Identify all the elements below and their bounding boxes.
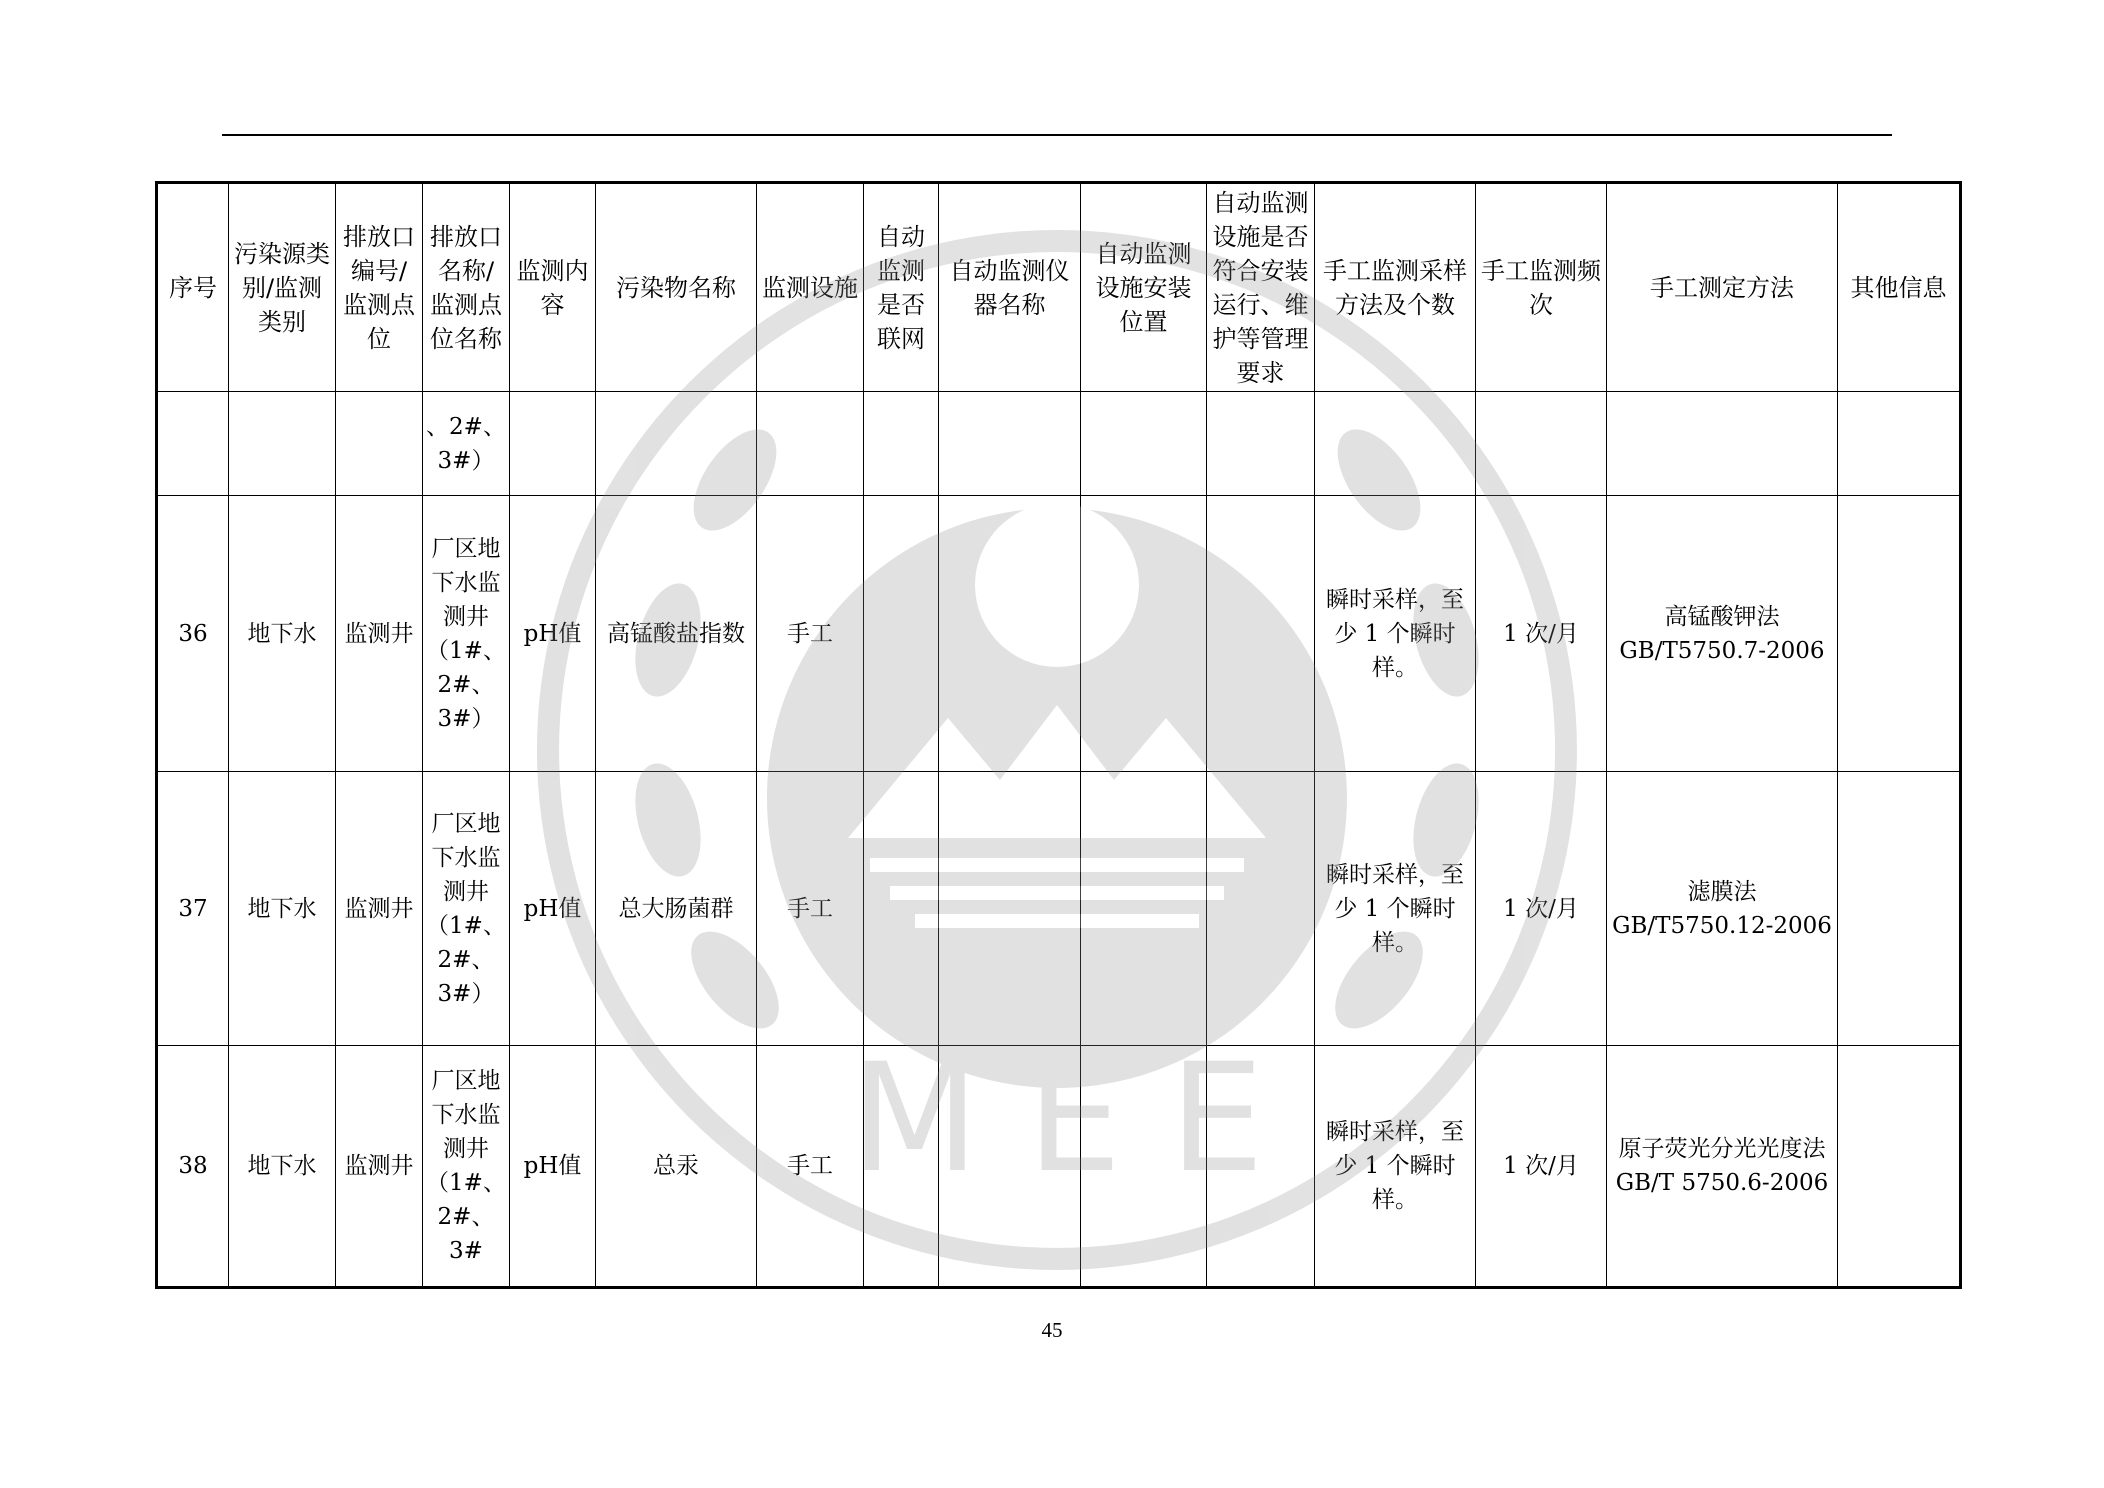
cell-install-pos xyxy=(1081,496,1207,772)
cell-seq: 36 xyxy=(157,496,229,772)
cell-instrument xyxy=(939,772,1081,1046)
cell-sampling: 瞬时采样，至少 1 个瞬时样。 xyxy=(1315,496,1476,772)
cell-outlet-no: 监测井 xyxy=(336,496,423,772)
cell-facility: 手工 xyxy=(757,1046,864,1288)
cell-facility: 手工 xyxy=(757,772,864,1046)
header-seq: 序号 xyxy=(157,183,229,392)
cell-sampling: 瞬时采样，至少 1 个瞬时样。 xyxy=(1315,1046,1476,1288)
cell-facility xyxy=(757,392,864,496)
cell-networked xyxy=(864,772,939,1046)
cell-compliance xyxy=(1207,1046,1315,1288)
cell-pollutant: 总汞 xyxy=(596,1046,757,1288)
cell-instrument xyxy=(939,1046,1081,1288)
cell-frequency: 1 次/月 xyxy=(1476,1046,1607,1288)
cell-sampling: 瞬时采样，至少 1 个瞬时样。 xyxy=(1315,772,1476,1046)
cell-frequency: 1 次/月 xyxy=(1476,772,1607,1046)
table-header-row xyxy=(157,183,1961,392)
table-row xyxy=(157,1046,1961,1288)
cell-source-type: 地下水 xyxy=(229,496,336,772)
cell-outlet-name: 厂区地下水监测井（1#、2#、3# xyxy=(423,1046,510,1288)
cell-outlet-name: 厂区地下水监测井（1#、2#、3#） xyxy=(423,772,510,1046)
table-row xyxy=(157,772,1961,1046)
cell-source-type: 地下水 xyxy=(229,772,336,1046)
cell-other xyxy=(1838,1046,1961,1288)
cell-outlet-name: 厂区地下水监测井（1#、2#、3#） xyxy=(423,496,510,772)
watermark-text: M E E xyxy=(849,1032,1265,1206)
table-row xyxy=(157,496,1961,772)
cell-networked xyxy=(864,392,939,496)
cell-pollutant: 高锰酸盐指数 xyxy=(596,496,757,772)
cell-networked xyxy=(864,496,939,772)
cell-content: pH值 xyxy=(510,1046,596,1288)
header-sampling: 手工监测采样方法及个数 xyxy=(1315,183,1476,392)
cell-instrument xyxy=(939,496,1081,772)
cell-install-pos xyxy=(1081,772,1207,1046)
cell-compliance xyxy=(1207,392,1315,496)
header-rule xyxy=(222,134,1892,136)
cell-method: 原子荧光分光光度法 GB/T 5750.6-2006 xyxy=(1607,1046,1838,1288)
cell-method: 滤膜法GB/T5750.12-2006 xyxy=(1607,772,1838,1046)
cell-networked xyxy=(864,1046,939,1288)
cell-seq: 38 xyxy=(157,1046,229,1288)
cell-frequency: 1 次/月 xyxy=(1476,496,1607,772)
cell-facility: 手工 xyxy=(757,496,864,772)
header-compliance: 自动监测设施是否符合安装运行、维护等管理要求 xyxy=(1207,183,1315,392)
cell-other xyxy=(1838,772,1961,1046)
header-source-type: 污染源类别/监测类别 xyxy=(229,183,336,392)
header-install-pos: 自动监测设施安装位置 xyxy=(1081,183,1207,392)
cell-outlet-no: 监测井 xyxy=(336,1046,423,1288)
cell-instrument xyxy=(939,392,1081,496)
page-number: 45 xyxy=(1041,1318,1063,1342)
cell-compliance xyxy=(1207,772,1315,1046)
cell-content xyxy=(510,392,596,496)
header-other: 其他信息 xyxy=(1838,183,1961,392)
monitoring-table xyxy=(155,181,1962,1289)
header-outlet-no: 排放口编号/监测点位 xyxy=(336,183,423,392)
cell-sampling xyxy=(1315,392,1476,496)
header-content: 监测内容 xyxy=(510,183,596,392)
cell-method xyxy=(1607,392,1838,496)
cell-install-pos xyxy=(1081,392,1207,496)
cell-seq xyxy=(157,392,229,496)
header-networked: 自动监测是否联网 xyxy=(864,183,939,392)
cell-content: pH值 xyxy=(510,772,596,1046)
cell-frequency xyxy=(1476,392,1607,496)
cell-source-type: 地下水 xyxy=(229,1046,336,1288)
cell-outlet-name: 、2#、3#） xyxy=(423,392,510,496)
cell-outlet-no: 监测井 xyxy=(336,772,423,1046)
cell-source-type xyxy=(229,392,336,496)
cell-method: 高锰酸钾法GB/T5750.7-2006 xyxy=(1607,496,1838,772)
table-row xyxy=(157,392,1961,496)
cell-content: pH值 xyxy=(510,496,596,772)
cell-install-pos xyxy=(1081,1046,1207,1288)
header-instrument: 自动监测仪器名称 xyxy=(939,183,1081,392)
cell-other xyxy=(1838,392,1961,496)
cell-compliance xyxy=(1207,496,1315,772)
cell-other xyxy=(1838,496,1961,772)
header-frequency: 手工监测频次 xyxy=(1476,183,1607,392)
header-facility: 监测设施 xyxy=(757,183,864,392)
cell-pollutant: 总大肠菌群 xyxy=(596,772,757,1046)
header-pollutant: 污染物名称 xyxy=(596,183,757,392)
cell-outlet-no xyxy=(336,392,423,496)
cell-pollutant xyxy=(596,392,757,496)
header-method: 手工测定方法 xyxy=(1607,183,1838,392)
cell-seq: 37 xyxy=(157,772,229,1046)
header-outlet-name: 排放口名称/监测点位名称 xyxy=(423,183,510,392)
